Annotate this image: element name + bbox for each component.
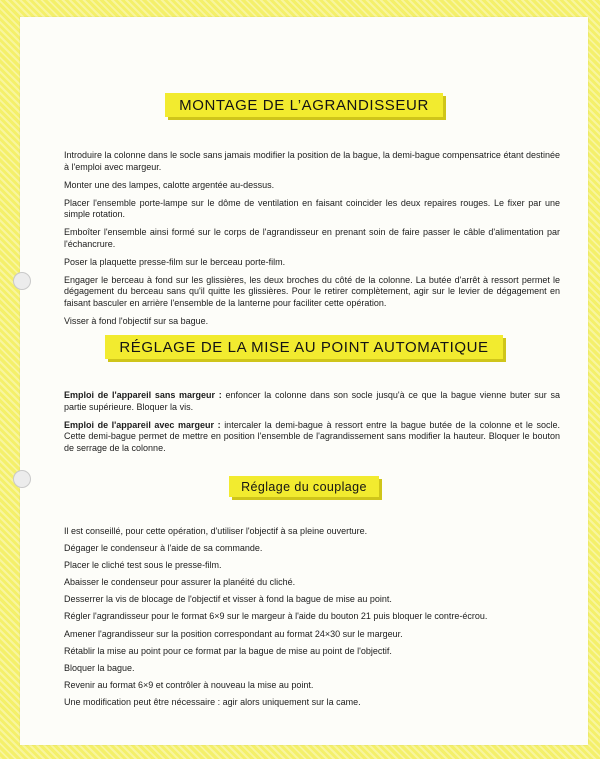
couplage-step: Il est conseillé, pour cette opération, d'utiliser l'objectif à sa pleine ouverture. [64,526,368,536]
section-heading-couplage-wrap [20,476,588,497]
paragraph: Visser à fond l'objectif sur sa bague. [64,315,209,326]
couplage-step: Dégager le condenseur à l'aide de sa commande. [64,543,263,554]
couplage-step: Rétablir la mise au point pour ce format par la bague de mise au point de l'objectif. [64,645,392,656]
paragraph: Engager le berceau à fond sur les glissières, les deux broches du côté de la colonne. La butée d'arrêt à ressort permet le dégagement du berceau sans qu'il quitte les glissières. Pour le retirer complètement, agir sur le levier de dégagement en faisant basculer en arrière l'ensemble de la lanterne pour faciliter cette opération. [64,274,560,308]
binder-hole [13,272,31,290]
paragraph: Introduire la colonne dans le socle sans jamais modifier la position de la bague, la demi-bague compensatrice étant destinée à l'emploi avec margeur. [64,150,560,172]
section-heading-montage: MONTAGE DE L’AGRANDISSEUR [165,93,443,117]
reglage-item-label: Emploi de l'appareil avec margeur : [64,419,221,430]
reglage-section [64,390,560,461]
couplage-step: Revenir au format 6×9 et contrôler à nouveau la mise au point. [64,679,314,690]
couplage-step: Bloquer la bague. [64,662,135,673]
couplage-step: Une modification peut être nécessaire : agir alors uniquement sur la came. [64,696,361,707]
reglage-item [64,420,560,455]
couplage-step: Amener l'agrandisseur sur la position correspondant au format 24×30 sur le margeur. [64,628,403,639]
paragraph: Placer l'ensemble porte-lampe sur le dôme de ventilation en faisant coincider les deux repaires rouges. Le fixer par une simple rotation. [64,197,560,219]
reglage-item-text: enfoncer la colonne dans son socle jusqu'à ce que la bague vienne buter sur sa partie supérieure. Bloquer la vis. [64,390,560,412]
section-heading-couplage: Réglage du couplage [229,476,379,497]
couplage-step: Placer le cliché test sous le presse-film. [64,560,222,571]
couplage-step: Régler l'agrandisseur pour le format 6×9 sur le margeur à l'aide du bouton 21 puis bloquer le contre-écrou. [64,611,488,622]
reglage-item-label: Emploi de l'appareil sans margeur : [64,390,222,400]
couplage-step: Desserrer la vis de blocage de l'objectif et visser à fond la bague de mise au point. [64,594,392,605]
section-heading-montage-wrap [20,93,588,117]
document-page [20,17,588,745]
couplage-step: Abaisser le condenseur pour assurer la planéité du cliché. [64,577,296,588]
reglage-item-text: intercaler la demi-bague à ressort entre la bague butée de la colonne et le socle. Cette demi-bague permet de mettre en position l'ensemble de l'agrandissement sans modifier la hauteur. Bloquer le bouton de serrage de la colonne. [64,419,560,453]
paragraph: Poser la plaquette presse-film sur le berceau porte-film. [64,256,286,267]
reglage-item [64,390,560,413]
couplage-section [64,526,560,714]
paragraph: Emboîter l'ensemble ainsi formé sur le corps de l'agrandisseur en prenant soin de faire passer le câble d'alimentation par l'échancrure. [64,227,560,249]
section-heading-reglage-wrap [20,335,588,359]
paragraph: Monter une des lampes, calotte argentée au-dessus. [64,179,275,190]
montage-section [64,150,560,334]
section-heading-reglage: RÉGLAGE DE LA MISE AU POINT AUTOMATIQUE [105,335,502,359]
